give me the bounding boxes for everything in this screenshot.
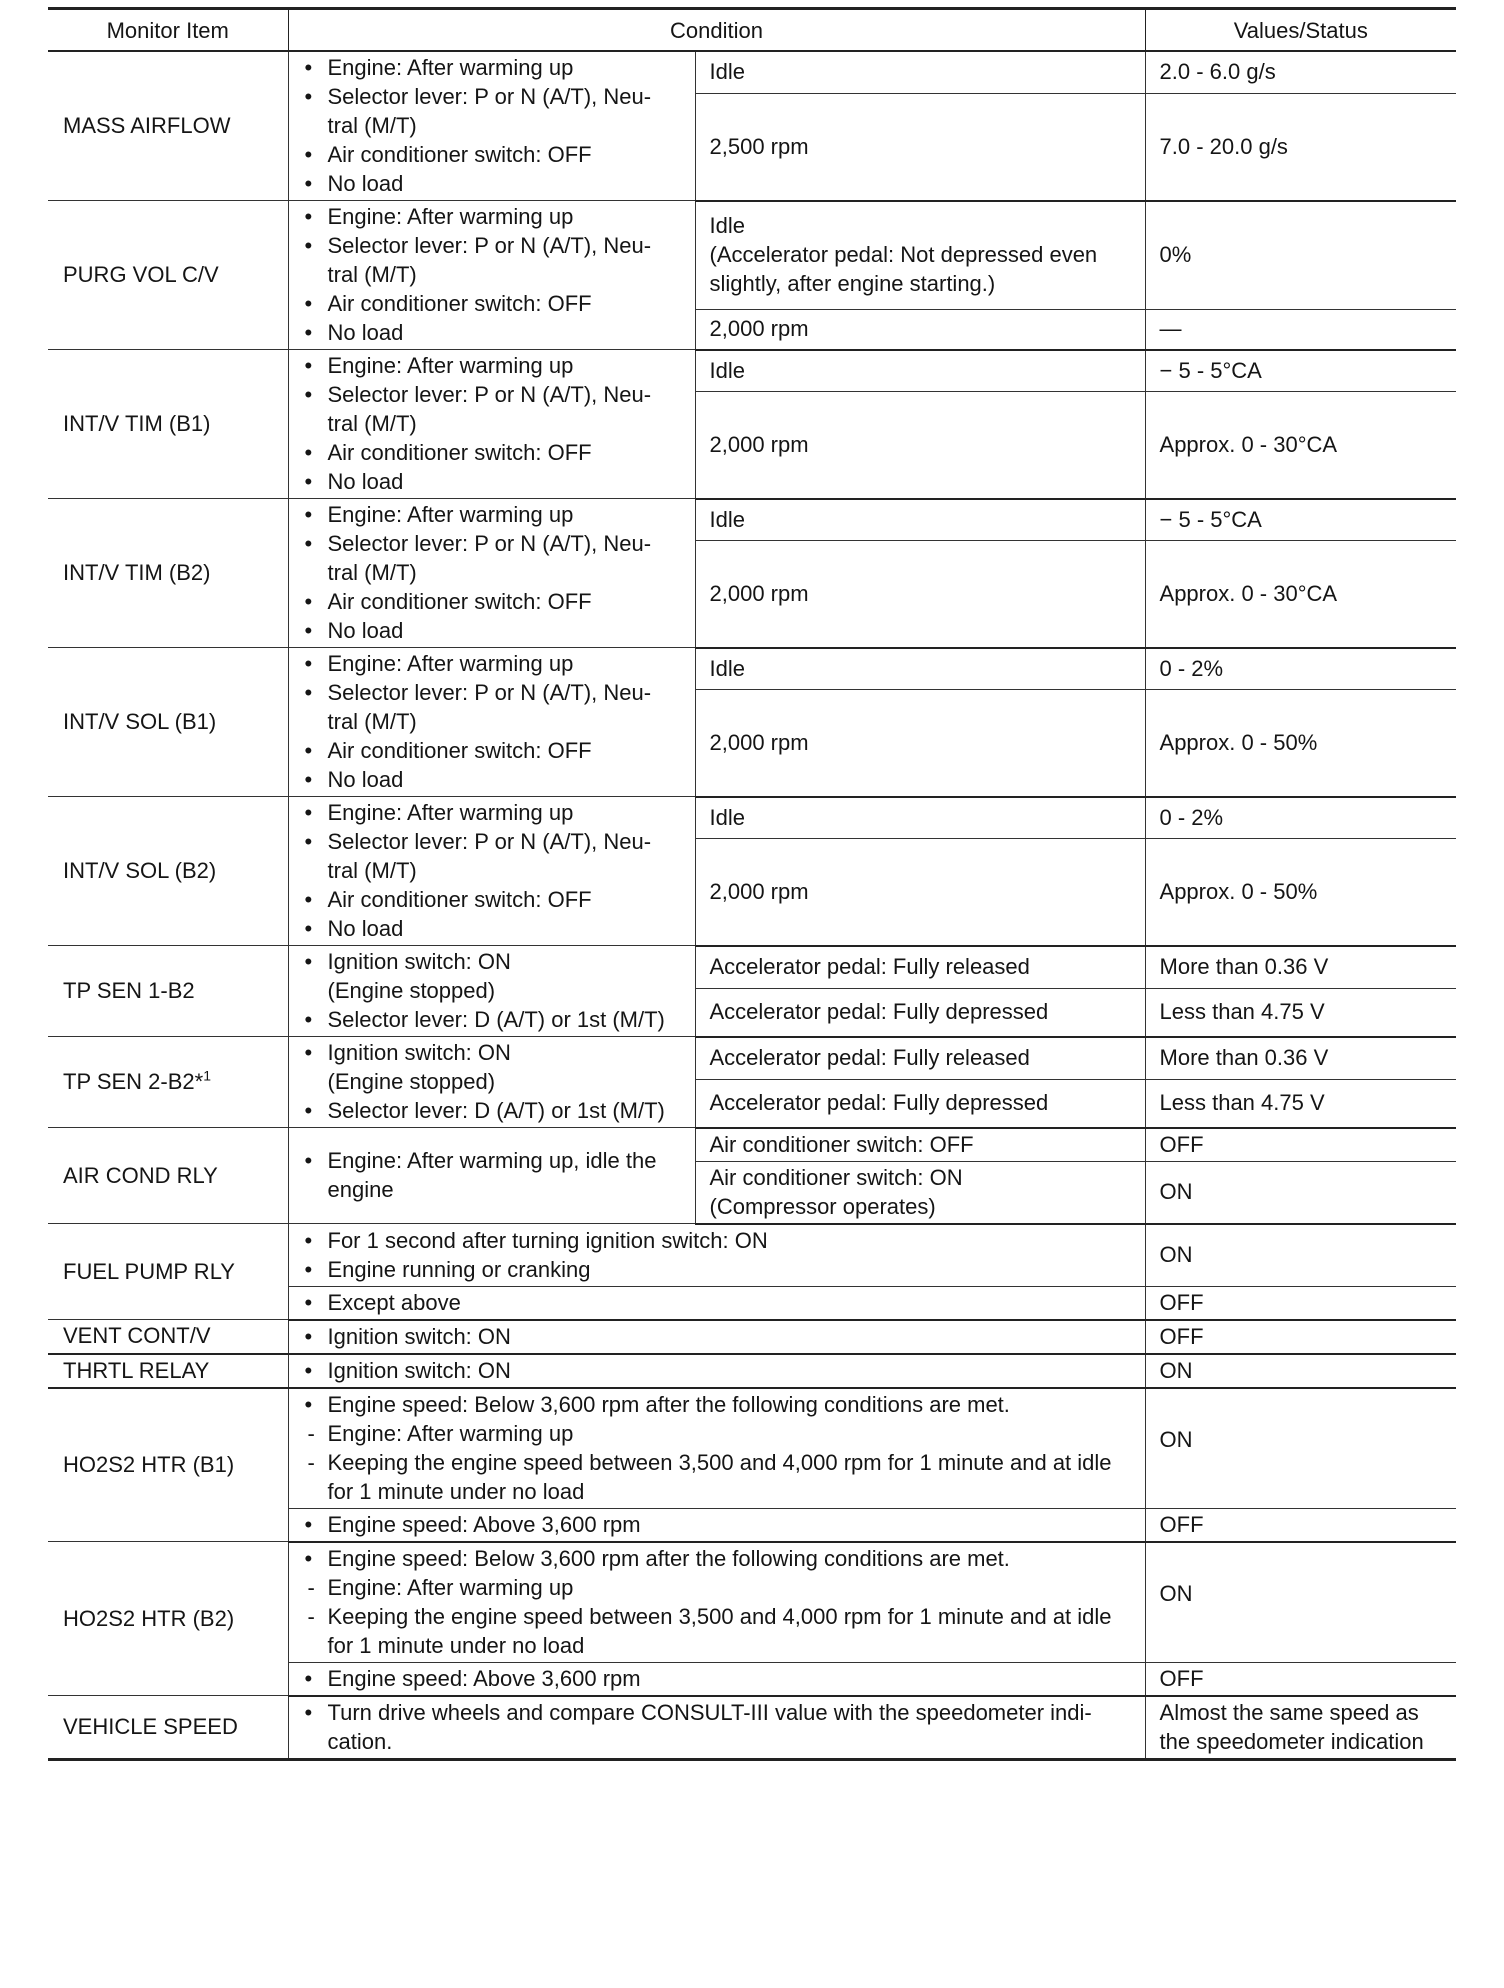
value-status: − 5 - 5°CA	[1145, 350, 1456, 392]
condition-cell	[288, 648, 695, 797]
table-row	[48, 648, 1456, 690]
list-item: • Except above	[303, 1288, 1131, 1317]
condition-cell	[288, 1354, 1145, 1388]
list-item: • Engine: After warming up	[303, 202, 681, 231]
monitor-item-label: TP SEN 2-B2*	[63, 1069, 204, 1094]
sub-condition: Accelerator pedal: Fully released	[695, 1037, 1145, 1080]
monitor-item-name: PURG VOL C/V	[48, 201, 288, 350]
monitor-item-name: MASS AIRFLOW	[48, 51, 288, 201]
header-row	[48, 9, 1456, 52]
list-item: • Selector lever: D (A/T) or 1st (M/T)	[303, 1096, 681, 1125]
spec-sheet	[48, 7, 1456, 1761]
list-item: • No load	[303, 318, 681, 347]
condition-list	[303, 798, 681, 943]
monitor-item-name: INT/V SOL (B2)	[48, 797, 288, 946]
condition-cell	[288, 946, 695, 1037]
sub-condition: Idle (Accelerator pedal: Not depressed even slightly, after engine starting.)	[695, 201, 1145, 310]
monitor-item-name: VENT CONT/V	[48, 1320, 288, 1354]
sub-condition: Idle	[695, 797, 1145, 839]
list-item: • Air conditioner switch: OFF	[303, 736, 681, 765]
monitor-item-name: INT/V SOL (B1)	[48, 648, 288, 797]
value-status: More than 0.36 V	[1145, 946, 1456, 989]
value-status: 2.0 - 6.0 g/s	[1145, 51, 1456, 93]
list-item: • No load	[303, 765, 681, 794]
monitor-item-name: VEHICLE SPEED	[48, 1696, 288, 1760]
value-status-text: ON	[1159, 1426, 1193, 1452]
condition-cell	[288, 1662, 1145, 1696]
value-status: OFF	[1145, 1508, 1456, 1542]
list-item: • Engine speed: Above 3,600 rpm	[303, 1664, 1131, 1693]
table-row	[48, 1037, 1456, 1080]
list-item: • Air conditioner switch: OFF	[303, 885, 681, 914]
list-item: • Engine: After warming up, idle the engine	[303, 1146, 681, 1204]
sub-condition: Idle	[695, 648, 1145, 690]
condition-cell	[288, 1037, 695, 1128]
condition-list	[303, 351, 681, 496]
condition-list	[303, 1322, 1131, 1351]
sub-condition: Idle	[695, 51, 1145, 93]
table-row	[48, 1354, 1456, 1388]
value-status: − 5 - 5°CA	[1145, 499, 1456, 541]
condition-list	[303, 1698, 1131, 1756]
list-item: • Air conditioner switch: OFF	[303, 438, 681, 467]
table-row	[48, 797, 1456, 839]
value-status-text: ON	[1159, 1580, 1193, 1606]
condition-cell	[288, 1508, 1145, 1542]
monitor-item-name: HO2S2 HTR (B2)	[48, 1542, 288, 1696]
sub-condition: Accelerator pedal: Fully depressed	[695, 1080, 1145, 1128]
condition-list	[303, 649, 681, 794]
list-item: • Air conditioner switch: OFF	[303, 289, 681, 318]
list-item: • Engine: After warming up	[303, 798, 681, 827]
value-status: Less than 4.75 V	[1145, 1080, 1456, 1128]
list-item: • Selector lever: P or N (A/T), Neu- tral (M/T)	[303, 82, 681, 140]
table-row	[48, 1542, 1456, 1663]
condition-list	[303, 1146, 681, 1204]
table-row	[48, 1128, 1456, 1162]
value-status	[1145, 1388, 1456, 1509]
table-row	[48, 1320, 1456, 1354]
list-item: • No load	[303, 914, 681, 943]
sub-condition: Air conditioner switch: ON (Compressor operates)	[695, 1161, 1145, 1224]
value-status: 7.0 - 20.0 g/s	[1145, 93, 1456, 201]
monitor-spec-table	[48, 7, 1456, 1761]
list-item: - Engine: After warming up	[303, 1419, 1131, 1448]
list-item: • For 1 second after turning ignition switch: ON	[303, 1226, 1131, 1255]
list-item: • Ignition switch: ON (Engine stopped)	[303, 1038, 681, 1096]
list-item: • Selector lever: P or N (A/T), Neu- tral (M/T)	[303, 827, 681, 885]
monitor-item-name: AIR COND RLY	[48, 1128, 288, 1224]
header-condition: Condition	[288, 9, 1145, 52]
monitor-item-name: FUEL PUMP RLY	[48, 1224, 288, 1320]
table-row	[48, 1696, 1456, 1760]
value-status: OFF	[1145, 1286, 1456, 1320]
value-status: OFF	[1145, 1128, 1456, 1162]
list-item: • Air conditioner switch: OFF	[303, 587, 681, 616]
sub-condition: 2,000 rpm	[695, 839, 1145, 946]
monitor-item-name	[48, 1037, 288, 1128]
list-item: • Engine: After warming up	[303, 500, 681, 529]
condition-cell	[288, 51, 695, 201]
value-status: —	[1145, 310, 1456, 350]
condition-list	[303, 1356, 1131, 1385]
condition-list	[303, 1226, 1131, 1284]
list-item: • Selector lever: P or N (A/T), Neu- tral (M/T)	[303, 678, 681, 736]
value-status: More than 0.36 V	[1145, 1037, 1456, 1080]
list-item: • Ignition switch: ON (Engine stopped)	[303, 947, 681, 1005]
list-item: • Engine running or cranking	[303, 1255, 1131, 1284]
table-row	[48, 201, 1456, 310]
sub-condition: Idle	[695, 350, 1145, 392]
condition-cell	[288, 1388, 1145, 1509]
value-status: Less than 4.75 V	[1145, 989, 1456, 1037]
value-status: Approx. 0 - 50%	[1145, 690, 1456, 797]
header-values-status: Values/Status	[1145, 9, 1456, 52]
list-item: • Selector lever: P or N (A/T), Neu- tral (M/T)	[303, 529, 681, 587]
list-item: • Selector lever: P or N (A/T), Neu- tral (M/T)	[303, 231, 681, 289]
list-item: • Engine speed: Below 3,600 rpm after the following conditions are met.	[303, 1544, 1131, 1573]
list-item: • No load	[303, 467, 681, 496]
sub-condition: Air conditioner switch: OFF	[695, 1128, 1145, 1162]
condition-list	[303, 500, 681, 645]
list-item: • Engine: After warming up	[303, 53, 681, 82]
condition-cell	[288, 1128, 695, 1224]
condition-list	[303, 1544, 1131, 1660]
condition-list	[303, 1510, 1131, 1539]
condition-list	[303, 202, 681, 347]
value-status: ON	[1145, 1161, 1456, 1224]
value-status: Approx. 0 - 50%	[1145, 839, 1456, 946]
sub-condition: 2,000 rpm	[695, 392, 1145, 499]
condition-list	[303, 1038, 681, 1125]
condition-list	[303, 947, 681, 1034]
list-item: • Ignition switch: ON	[303, 1356, 1131, 1385]
list-item: • No load	[303, 616, 681, 645]
condition-list	[303, 1390, 1131, 1506]
condition-cell	[288, 499, 695, 648]
condition-list	[303, 1664, 1131, 1693]
list-item: • Engine: After warming up	[303, 649, 681, 678]
list-item: • Air conditioner switch: OFF	[303, 140, 681, 169]
condition-cell	[288, 1320, 1145, 1354]
sub-condition: 2,500 rpm	[695, 93, 1145, 201]
value-status: 0 - 2%	[1145, 797, 1456, 839]
list-item: • Turn drive wheels and compare CONSULT-III value with the speedometer indi- cation.	[303, 1698, 1131, 1756]
table-row	[48, 1224, 1456, 1287]
condition-cell	[288, 350, 695, 499]
condition-cell	[288, 1224, 1145, 1287]
condition-cell	[288, 1286, 1145, 1320]
table-row	[48, 1388, 1456, 1509]
sub-condition: 2,000 rpm	[695, 310, 1145, 350]
list-item: • Engine: After warming up	[303, 351, 681, 380]
monitor-item-name: INT/V TIM (B2)	[48, 499, 288, 648]
table-row	[48, 51, 1456, 93]
table-row	[48, 499, 1456, 541]
condition-cell	[288, 201, 695, 350]
monitor-item-name: INT/V TIM (B1)	[48, 350, 288, 499]
sub-condition: Accelerator pedal: Fully released	[695, 946, 1145, 989]
condition-list	[303, 53, 681, 198]
value-status: 0 - 2%	[1145, 648, 1456, 690]
list-item: • Engine speed: Above 3,600 rpm	[303, 1510, 1131, 1539]
list-item: • Ignition switch: ON	[303, 1322, 1131, 1351]
value-status: Approx. 0 - 30°CA	[1145, 541, 1456, 648]
value-status: OFF	[1145, 1320, 1456, 1354]
sub-condition: 2,000 rpm	[695, 541, 1145, 648]
monitor-item-name: TP SEN 1-B2	[48, 946, 288, 1037]
header-monitor-item: Monitor Item	[48, 9, 288, 52]
condition-cell	[288, 1696, 1145, 1760]
list-item: • Engine speed: Below 3,600 rpm after the following conditions are met.	[303, 1390, 1131, 1419]
sub-condition: Idle	[695, 499, 1145, 541]
value-status: OFF	[1145, 1662, 1456, 1696]
condition-list	[303, 1288, 1131, 1317]
value-status: Almost the same speed as the speedometer indication	[1145, 1696, 1456, 1760]
sub-condition: Accelerator pedal: Fully depressed	[695, 989, 1145, 1037]
list-item: • Selector lever: P or N (A/T), Neu- tral (M/T)	[303, 380, 681, 438]
value-status: Approx. 0 - 30°CA	[1145, 392, 1456, 499]
monitor-item-name: HO2S2 HTR (B1)	[48, 1388, 288, 1542]
list-item: • No load	[303, 169, 681, 198]
table-row	[48, 350, 1456, 392]
monitor-item-name: THRTL RELAY	[48, 1354, 288, 1388]
value-status: 0%	[1145, 201, 1456, 310]
list-item: - Keeping the engine speed between 3,500 and 4,000 rpm for 1 minute and at idle for 1 minute under no load	[303, 1602, 1131, 1660]
value-status	[1145, 1542, 1456, 1663]
list-item: • Selector lever: D (A/T) or 1st (M/T)	[303, 1005, 681, 1034]
sub-condition: 2,000 rpm	[695, 690, 1145, 797]
value-status: ON	[1145, 1224, 1456, 1287]
condition-cell	[288, 1542, 1145, 1663]
list-item: - Keeping the engine speed between 3,500 and 4,000 rpm for 1 minute and at idle for 1 minute under no load	[303, 1448, 1131, 1506]
footnote-marker: 1	[203, 1067, 212, 1084]
list-item: - Engine: After warming up	[303, 1573, 1131, 1602]
condition-cell	[288, 797, 695, 946]
table-row	[48, 946, 1456, 989]
value-status: ON	[1145, 1354, 1456, 1388]
